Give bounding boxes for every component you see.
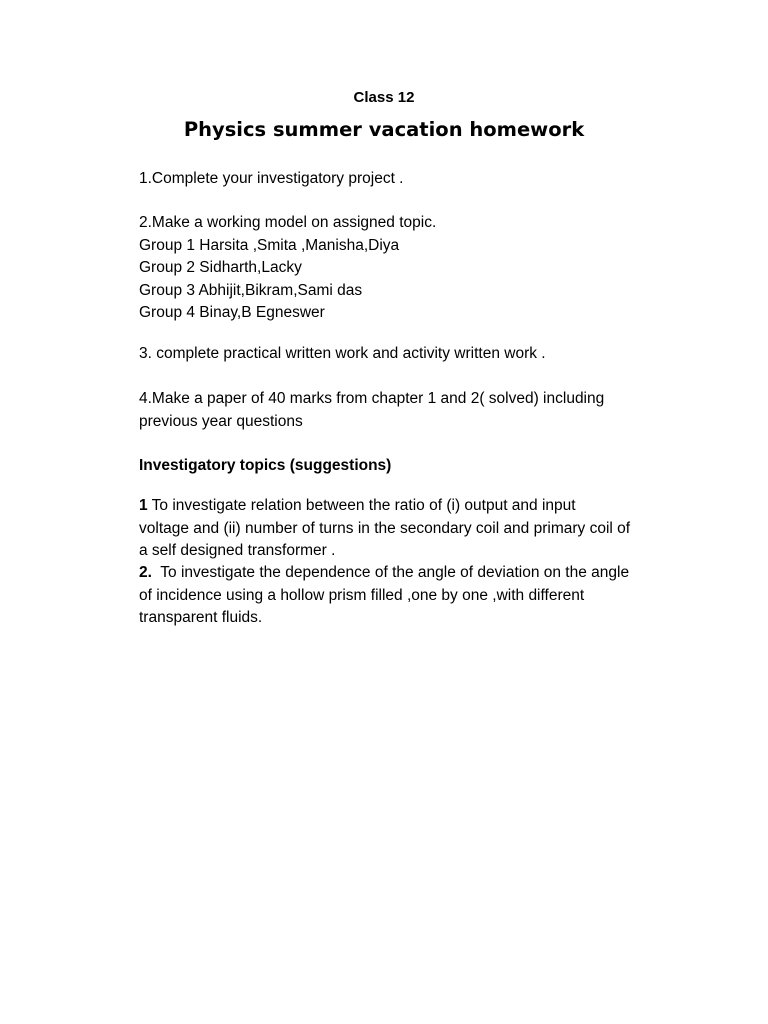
topic-2-number: 2. xyxy=(139,564,152,581)
topic-1-line-1-text: To investigate relation between the ratio of (i) output and input xyxy=(147,497,576,514)
topics-heading xyxy=(139,455,679,478)
group-line-3: Group 3 Abhijit,Bikram,Sami das xyxy=(139,281,363,299)
topic-2-line-1-text: To investigate the dependence of the angle of deviation on the angle xyxy=(151,564,630,581)
topics-heading-text: Investigatory topics (suggestions) xyxy=(139,457,392,474)
task-item-2-text: 2.Make a working model on assigned topic. xyxy=(139,214,437,231)
group-line-2: Group 2 Sidharth,Lacky xyxy=(139,259,302,276)
task-item-4-line-1: 4.Make a paper of 40 marks from chapter 1 and 2( solved) including xyxy=(139,390,605,407)
topic-1-number: 1 xyxy=(139,497,148,514)
topic-1-line-3: a self designed transformer . xyxy=(139,542,336,559)
task-item-4-line-2: previous year questions xyxy=(139,412,303,430)
task-item-1 xyxy=(139,168,679,191)
task-item-3 xyxy=(139,343,679,366)
task-item-3-text: 3. complete practical written work and activity written work . xyxy=(139,345,546,362)
topic-1 xyxy=(139,495,679,563)
task-item-2 xyxy=(139,212,679,325)
topic-2-line-1 xyxy=(139,562,679,585)
page-title: Physics summer vacation homework xyxy=(183,118,585,141)
task-item-1-text: 1.Complete your investigatory project . xyxy=(139,170,404,187)
topic-2-line-3: transparent fluids. xyxy=(139,609,263,626)
group-line-4: Group 4 Binay,B Egneswer xyxy=(139,304,325,321)
topic-2-line-2: of incidence using a hollow prism filled ,one by one ,with different xyxy=(139,586,585,604)
topic-2 xyxy=(139,562,679,630)
group-line-1: Group 1 Harsita ,Smita ,Manisha,Diya xyxy=(139,236,400,254)
task-item-4 xyxy=(139,388,679,433)
topic-1-line-2: voltage and (ii) number of turns in the secondary coil and primary coil of xyxy=(139,519,631,537)
class-label: Class 12 xyxy=(353,89,415,106)
topic-1-line-1 xyxy=(139,495,679,518)
